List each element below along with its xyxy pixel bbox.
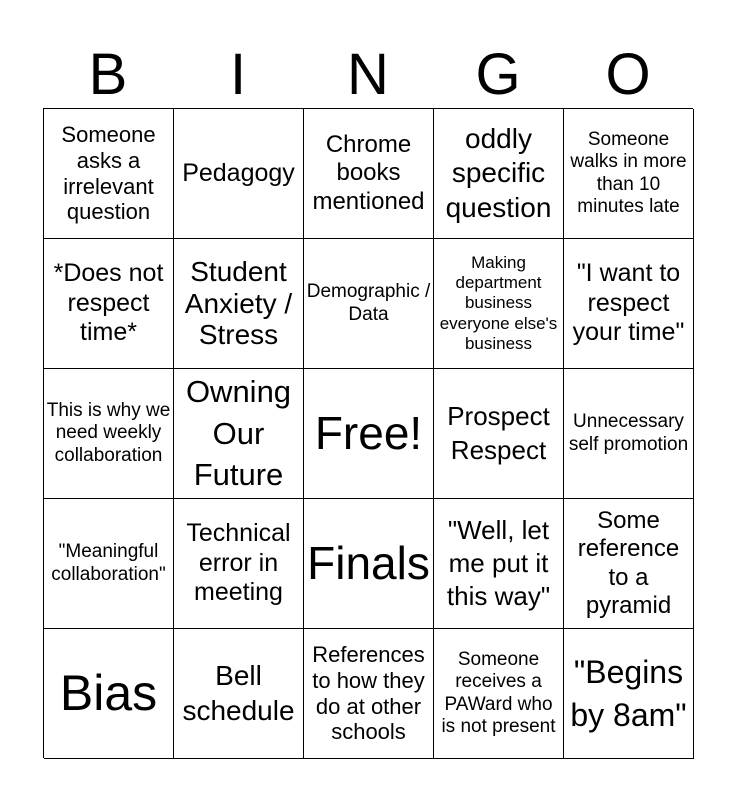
bingo-cell[interactable] — [44, 369, 174, 499]
bingo-cell[interactable] — [44, 499, 174, 629]
bingo-cell[interactable] — [304, 499, 434, 629]
header-letter-g: G — [475, 42, 521, 107]
cell-text: *Does not respect time* — [53, 259, 164, 347]
bingo-cell[interactable] — [174, 109, 304, 239]
header-letter-n: N — [347, 42, 389, 107]
cell-text: Technical error in meeting — [186, 519, 291, 607]
bingo-header — [43, 42, 693, 108]
cell-text: Finals — [307, 537, 430, 590]
cell-text: Someone walks in more than 10 minutes late — [570, 128, 687, 217]
bingo-cell[interactable] — [44, 629, 174, 759]
bingo-cell[interactable] — [304, 239, 434, 369]
free-space-text: Free! — [314, 407, 423, 460]
cell-text: Prospect Respect — [447, 401, 550, 465]
bingo-cell[interactable] — [44, 239, 174, 369]
bingo-cell[interactable] — [174, 369, 304, 499]
cell-text: Pedagogy — [182, 158, 295, 187]
bingo-cell[interactable] — [564, 109, 694, 239]
cell-text: "I want to respect your time" — [572, 259, 685, 347]
bingo-cell[interactable] — [304, 109, 434, 239]
header-letter-i: I — [229, 42, 247, 107]
bingo-cell[interactable] — [174, 499, 304, 629]
bingo-cell[interactable] — [564, 369, 694, 499]
bingo-cell[interactable] — [564, 629, 694, 759]
bingo-cell[interactable] — [434, 369, 564, 499]
bingo-cell[interactable] — [434, 109, 564, 239]
header-letter-b: B — [88, 42, 128, 107]
cell-text: Unnecessary self promotion — [568, 411, 689, 455]
cell-text: Making department business everyone else's business — [439, 253, 558, 353]
cell-text: Student Anxiety / Stress — [184, 256, 293, 351]
header-letter-o: O — [605, 42, 651, 107]
bingo-board — [43, 108, 693, 758]
cell-text: Bell schedule — [182, 660, 295, 726]
cell-text: Some reference to a pyramid — [577, 506, 680, 619]
bingo-cell[interactable] — [44, 109, 174, 239]
bingo-cell[interactable] — [564, 499, 694, 629]
cell-text: "Begins by 8am" — [570, 654, 687, 733]
cell-text: This is why we need weekly collaboration — [46, 399, 171, 466]
cell-text: Chrome books mentioned — [312, 131, 425, 215]
cell-text: Demographic / Data — [306, 281, 431, 325]
bingo-cell[interactable] — [434, 629, 564, 759]
cell-text: "Well, let me put it this way" — [446, 514, 551, 612]
free-space-cell[interactable] — [304, 369, 434, 499]
cell-text: "Meaningful collaboration" — [51, 541, 166, 585]
cell-text: References to how they do at other schools — [312, 641, 425, 745]
bingo-cell[interactable] — [434, 239, 564, 369]
bingo-cell[interactable] — [564, 239, 694, 369]
cell-text: Owning Our Future — [185, 373, 292, 493]
cell-text: Someone asks a irrelevant question — [61, 121, 156, 225]
bingo-cell[interactable] — [174, 629, 304, 759]
cell-text: Bias — [59, 665, 158, 721]
cell-text: oddly specific question — [445, 123, 552, 223]
bingo-cell[interactable] — [304, 629, 434, 759]
bingo-cell[interactable] — [434, 499, 564, 629]
cell-text: Someone receives a PAWard who is not present — [441, 648, 556, 737]
bingo-cell[interactable] — [174, 239, 304, 369]
